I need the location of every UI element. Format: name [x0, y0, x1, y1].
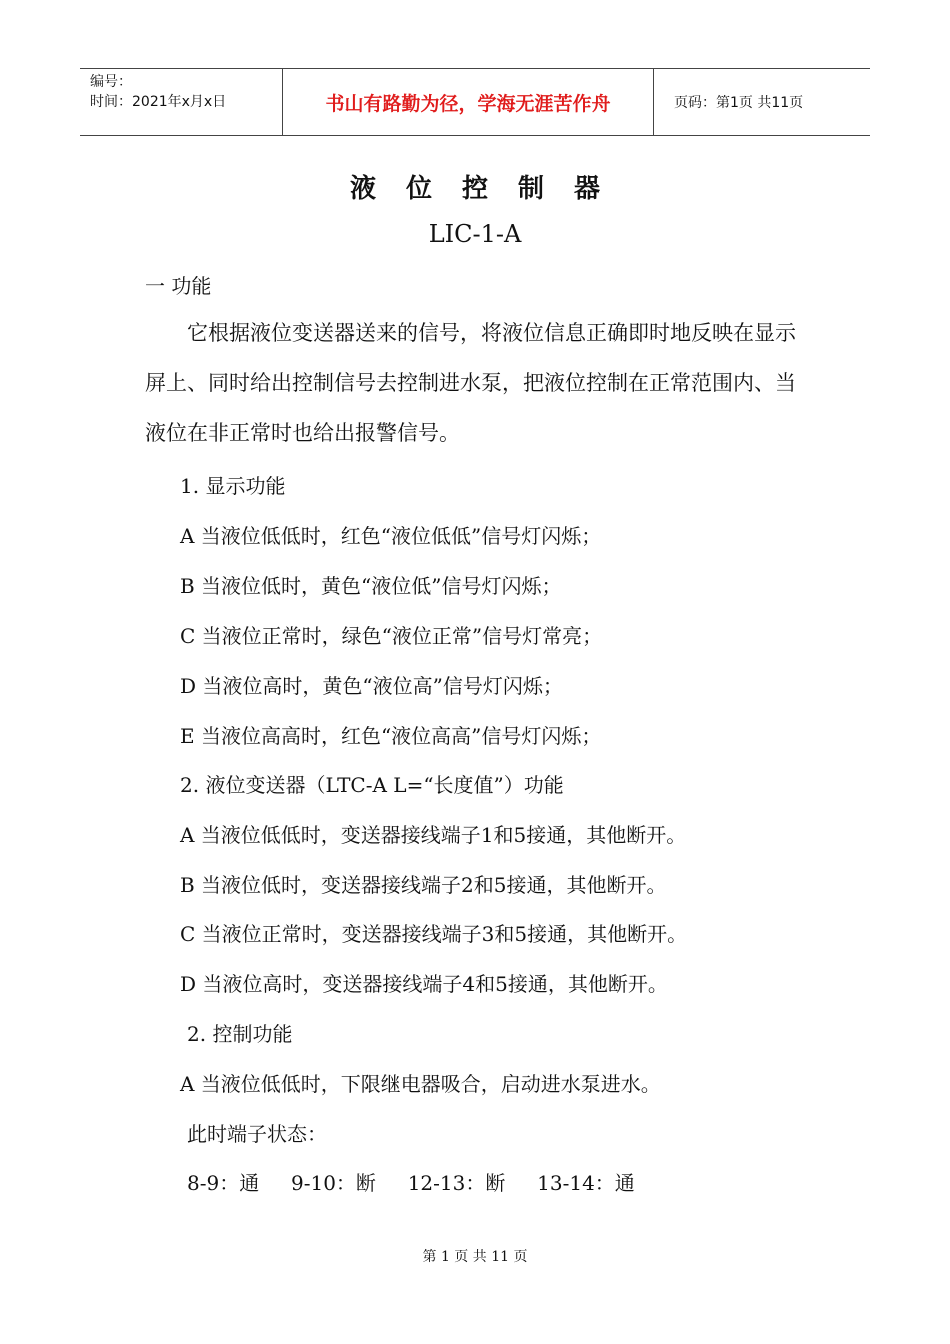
transmitter-item: D 当液位高时，变送器接线端子4和5接通，其他断开。: [180, 972, 668, 996]
section-heading-function: 一 功能: [145, 274, 212, 298]
header-motto: 书山有路勤为径，学海无涯苦作舟: [282, 69, 654, 135]
doc-number-label: 编号：: [90, 74, 132, 90]
display-item: D 当液位高时，黄色“液位高”信号灯闪烁；: [180, 674, 563, 698]
header-page-label: [664, 69, 870, 135]
display-item: C 当液位正常时，绿色“液位正常”信号灯常亮；: [180, 624, 603, 648]
transmitter-item: B 当液位低时，变送器接线端子2和5接通，其他断开。: [180, 873, 667, 897]
transmitter-item: C 当液位正常时，变送器接线端子3和5接通，其他断开。: [180, 922, 688, 946]
subheading-transmitter: 2. 液位变送器（LTC-A L=“长度值”）功能: [180, 773, 564, 797]
display-item: A 当液位低低时，红色“液位低低”信号灯闪烁；: [180, 524, 602, 548]
page-label-text: 页码：第1页 共11页: [674, 95, 804, 111]
transmitter-item: A 当液位低低时，变送器接线端子1和5接通，其他断开。: [180, 823, 687, 847]
intro-paragraph: 它根据液位变送器送来的信号，将液位信息正确即时地反映在显示屏上、同时给出控制信号去控制进水泵，把液位控制在正常范围内、当液位在非正常时也给出报警信号。: [145, 321, 796, 445]
header-table: [80, 68, 870, 136]
control-item: A 当液位低低时，下限继电器吸合，启动进水泵进水。: [180, 1072, 661, 1096]
display-item: B 当液位低时，黄色“液位低”信号灯闪烁；: [180, 574, 562, 598]
doc-time-label: 时间：2021年x月x日: [90, 94, 227, 110]
subheading-display: 1. 显示功能: [180, 474, 286, 498]
terminal-state-label: 此时端子状态：: [187, 1122, 327, 1146]
page-footer: 第 1 页 共 11 页: [422, 1249, 528, 1265]
terminal-states: 8-9：通 9-10：断 12-13：断 13-14：通: [187, 1171, 635, 1195]
subheading-control: 2. 控制功能: [187, 1022, 293, 1046]
doc-title: 液位控制器: [349, 174, 630, 204]
header-meta-cell: [80, 69, 282, 135]
doc-model: LIC-1-A: [428, 220, 522, 248]
display-item: E 当液位高高时，红色“液位高高”信号灯闪烁；: [180, 724, 602, 748]
